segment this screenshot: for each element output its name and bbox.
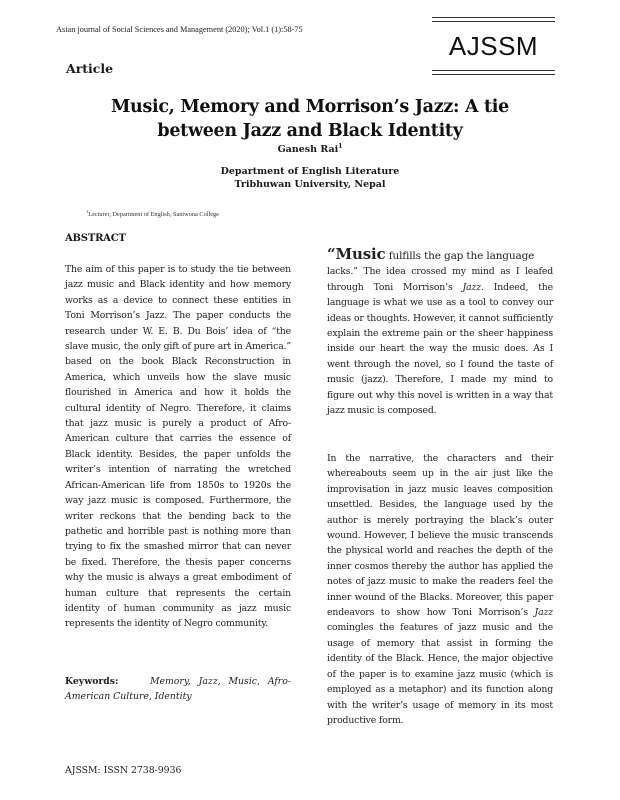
lead-rest: fulfills the gap the language xyxy=(385,250,535,262)
keywords-label: Keywords: xyxy=(65,676,119,687)
logo-bottom-rule xyxy=(432,70,555,75)
open-quote: “ xyxy=(327,245,336,263)
institution: Tribhuwan University, Nepal xyxy=(234,179,386,190)
intro-paragraph-2 xyxy=(327,451,553,728)
footnote-text: Lecturer, Department of English, Santwona College xyxy=(88,211,219,219)
intro-paragraph-1 xyxy=(327,247,553,418)
author xyxy=(60,143,560,155)
affiliation xyxy=(60,165,560,191)
lead-word: Music xyxy=(335,245,386,263)
keywords xyxy=(65,674,291,705)
footer-issn: AJSSM: ISSN 2738-9936 xyxy=(65,765,182,776)
intro-p2-text-b: comingles the features of jazz music and the usage of memory that assist in forming the identity of the Black. Hence, the major objective of the paper is to examine jazz music (which is employed as a metaphor) and its function along with the writer’s usage of memory in its most productive form. xyxy=(327,622,553,726)
paper-title xyxy=(60,95,560,143)
abstract-text: The aim of this paper is to study the tie between jazz music and Black identity and how memory works as a device to connect these entities in Toni Morrison’s Jazz. The paper conducts the research under W. E. B. Du Bois’ idea of “the slave music, the only gift of pure art in America.” based on the book Black Reconstruction in America, which unveils how the slave music flourished in America and how it holds the cultural identity of Negro. Therefore, it claims that jazz music is purely a product of Afro-American culture that carries the essence of Black identity. Besides, the paper unfolds the writer’s intention of narrating the wretched African-American life from 1850s to 1920s the way jazz music is composed. Furthermore, the writer reckons that the bending back to the pathetic and horrible past is nothing more than trying to fix the smashed mirror that can never be fixed. Therefore, the thesis paper concerns why the music is always a great embodiment of human culture that represents the certain identity of human community as jazz music represents the identity of Negro community. xyxy=(65,264,291,630)
paper-title-line-1: Music, Memory and Morrison’s Jazz: A tie xyxy=(110,97,509,117)
article-type-label: Article xyxy=(66,61,114,76)
logo-text: AJSSM xyxy=(448,31,539,61)
intro-p1-text-b: . Indeed, the language is what we use as a tool to convey our ideas or thoughts. However, it cannot sufficiently explain the extreme pain or the sheer happiness inside our heart the way the music does. As I went through the novel, so I found the taste of music (jazz). Therefore, I made my mind to figure out why this novel is written in a way that jazz music is composed. xyxy=(327,281,553,417)
keywords-list: Memory, Jazz, Music, Afro-American Culture, Identity xyxy=(65,676,291,703)
author-name: Ganesh Rai xyxy=(277,144,339,156)
intro-lead-line xyxy=(327,247,553,264)
author-footnote-mark: 1 xyxy=(338,143,343,150)
abstract-heading: ABSTRACT xyxy=(65,233,126,244)
paper-title-line-2: between Jazz and Black Identity xyxy=(157,121,463,141)
intro-p2-text-a: In the narrative, the characters and their whereabouts seem up in the air just like the improvisation in jazz music leaves composition unsettled. Besides, the language used by the author is merely portraying the black’s outer wound. However, I believe the music transcends the physical world and reaches the depth of the inner cosmos thereby the author has applied the notes of jazz music to make the readers feel the inner wound of the Blacks. Moreover, this paper endeavors to show how Toni Morrison’s xyxy=(327,453,553,619)
intro-p1-italic: Jazz xyxy=(462,281,482,293)
intro-p2-italic: Jazz xyxy=(534,607,553,619)
intro-p1-text-a: lacks.” The idea crossed my mind as I leafed through Toni Morrison’s xyxy=(327,266,553,293)
journal-logo xyxy=(432,16,555,76)
footnote-mark: 1 xyxy=(86,209,89,214)
logo-top-rule xyxy=(432,17,555,22)
department: Department of English Literature xyxy=(220,166,400,177)
journal-citation: Asian journal of Social Sciences and Management (2020); Vol.1 (1):58-75 xyxy=(56,25,303,34)
author-footnote xyxy=(86,209,219,218)
